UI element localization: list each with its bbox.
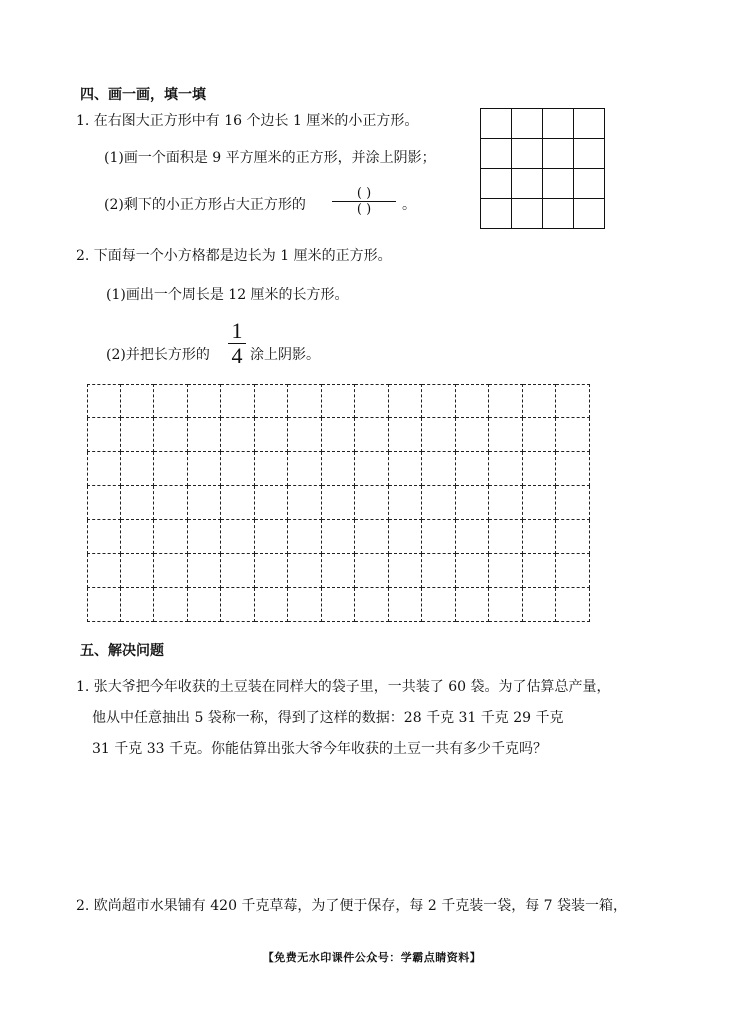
grid-cell[interactable]: [87, 418, 121, 452]
grid-cell[interactable]: [489, 554, 523, 588]
grid-cell[interactable]: [523, 520, 557, 554]
q2-sub2-suffix: 涂上阴影。: [250, 347, 320, 363]
grid-cell[interactable]: [489, 486, 523, 520]
grid-cell[interactable]: [456, 452, 490, 486]
grid-cell[interactable]: [121, 486, 155, 520]
grid-cell[interactable]: [154, 520, 188, 554]
grid-cell[interactable]: [121, 588, 155, 622]
grid-cell[interactable]: [523, 554, 557, 588]
grid-cell[interactable]: [255, 486, 289, 520]
grid-cell[interactable]: [355, 520, 389, 554]
four-by-four-square-grid[interactable]: [480, 108, 605, 229]
grid-cell[interactable]: [255, 452, 289, 486]
grid-cell[interactable]: [322, 588, 356, 622]
grid-cell[interactable]: [87, 452, 121, 486]
grid-cell[interactable]: [288, 486, 322, 520]
grid-cell[interactable]: [481, 109, 512, 139]
grid-row: [87, 452, 590, 486]
grid-cell[interactable]: [121, 554, 155, 588]
grid-cell[interactable]: [355, 418, 389, 452]
grid-cell[interactable]: [87, 554, 121, 588]
grid-cell[interactable]: [422, 384, 456, 418]
grid-cell[interactable]: [456, 520, 490, 554]
grid-cell[interactable]: [456, 588, 490, 622]
q1-answer-fraction[interactable]: [332, 186, 396, 217]
grid-cell[interactable]: [87, 384, 121, 418]
grid-cell[interactable]: [523, 452, 557, 486]
grid-cell[interactable]: [389, 452, 423, 486]
q1-text: 1. 在右图大正方形中有 16 个边长 1 厘米的小正方形。: [76, 113, 419, 129]
grid-cell[interactable]: [154, 554, 188, 588]
grid-cell[interactable]: [456, 418, 490, 452]
grid-cell[interactable]: [288, 588, 322, 622]
grid-cell[interactable]: [523, 418, 557, 452]
grid-cell[interactable]: [422, 520, 456, 554]
grid-cell[interactable]: [456, 554, 490, 588]
grid-cell[interactable]: [556, 486, 590, 520]
grid-cell[interactable]: [255, 554, 289, 588]
grid-cell[interactable]: [523, 384, 557, 418]
grid-cell[interactable]: [188, 486, 222, 520]
grid-cell[interactable]: [489, 384, 523, 418]
section5-title: 五、解决问题: [80, 643, 164, 659]
grid-cell[interactable]: [556, 418, 590, 452]
grid-cell[interactable]: [255, 588, 289, 622]
grid-cell[interactable]: [188, 452, 222, 486]
grid-cell[interactable]: [481, 139, 512, 169]
grid-cell[interactable]: [481, 199, 512, 229]
grid-cell[interactable]: [154, 384, 188, 418]
grid-cell[interactable]: [512, 199, 543, 229]
grid-cell[interactable]: [188, 384, 222, 418]
grid-cell[interactable]: [221, 452, 255, 486]
grid-cell[interactable]: [389, 554, 423, 588]
grid-cell[interactable]: [154, 588, 188, 622]
grid-cell[interactable]: [389, 418, 423, 452]
grid-cell[interactable]: [556, 588, 590, 622]
grid-cell[interactable]: [355, 588, 389, 622]
q2-sub2-prefix: (2)并把长方形的: [106, 347, 210, 363]
grid-cell[interactable]: [556, 452, 590, 486]
grid-cell[interactable]: [355, 486, 389, 520]
grid-row: [87, 418, 590, 452]
grid-cell[interactable]: [422, 452, 456, 486]
grid-cell[interactable]: [121, 452, 155, 486]
grid-cell[interactable]: [221, 554, 255, 588]
grid-cell[interactable]: [288, 554, 322, 588]
grid-cell[interactable]: [523, 486, 557, 520]
grid-cell[interactable]: [121, 418, 155, 452]
grid-row: [87, 554, 590, 588]
grid-row: [87, 588, 590, 622]
grid-cell[interactable]: [221, 418, 255, 452]
q2-sub1: (1)画出一个周长是 12 厘米的长方形。: [106, 287, 349, 303]
q1-blank-numerator[interactable]: ( ): [356, 186, 372, 201]
grid-cell[interactable]: [188, 588, 222, 622]
s5-q1-line2: 他从中任意抽出 5 袋称一称，得到了这样的数据：28 千克 31 千克 29 千克: [92, 710, 564, 726]
grid-cell[interactable]: [574, 109, 605, 139]
grid-cell[interactable]: [355, 384, 389, 418]
grid-cell[interactable]: [87, 588, 121, 622]
grid-cell[interactable]: [188, 520, 222, 554]
q1-sub2-prefix: (2)剩下的小正方形占大正方形的: [104, 197, 306, 213]
grid-cell[interactable]: [389, 520, 423, 554]
grid-cell[interactable]: [422, 486, 456, 520]
grid-cell[interactable]: [389, 486, 423, 520]
grid-row: [87, 486, 590, 520]
grid-cell[interactable]: [512, 109, 543, 139]
fraction-denominator: 4: [231, 343, 243, 368]
grid-cell[interactable]: [489, 520, 523, 554]
grid-cell[interactable]: [154, 452, 188, 486]
grid-cell[interactable]: [543, 199, 574, 229]
grid-cell[interactable]: [255, 384, 289, 418]
grid-cell[interactable]: [154, 486, 188, 520]
grid-cell[interactable]: [221, 486, 255, 520]
grid-cell[interactable]: [481, 169, 512, 199]
grid-cell[interactable]: [322, 452, 356, 486]
grid-cell[interactable]: [355, 452, 389, 486]
grid-cell[interactable]: [221, 384, 255, 418]
q1-sub2-suffix: 。: [402, 197, 416, 213]
grid-cell[interactable]: [355, 554, 389, 588]
grid-cell[interactable]: [523, 588, 557, 622]
grid-row: [87, 384, 590, 418]
grid-cell[interactable]: [422, 554, 456, 588]
grid-cell[interactable]: [188, 418, 222, 452]
grid-cell[interactable]: [456, 384, 490, 418]
grid-cell[interactable]: [389, 384, 423, 418]
grid-cell[interactable]: [556, 520, 590, 554]
grid-cell[interactable]: [422, 418, 456, 452]
grid-cell[interactable]: [255, 520, 289, 554]
fraction-numerator: 1: [231, 318, 243, 343]
grid-cell[interactable]: [512, 169, 543, 199]
q2-text: 2. 下面每一个小方格都是边长为 1 厘米的正方形。: [76, 248, 392, 264]
grid-cell[interactable]: [121, 384, 155, 418]
grid-cell[interactable]: [288, 384, 322, 418]
grid-cell[interactable]: [556, 384, 590, 418]
grid-cell[interactable]: [556, 554, 590, 588]
s5-q1-line1: 1. 张大爷把今年收获的土豆装在同样大的袋子里，一共装了 60 袋。为了估算总产量，: [76, 679, 611, 695]
grid-cell[interactable]: [87, 520, 121, 554]
grid-cell[interactable]: [543, 139, 574, 169]
grid-cell[interactable]: [574, 199, 605, 229]
grid-cell[interactable]: [221, 520, 255, 554]
grid-cell[interactable]: [288, 418, 322, 452]
grid-cell[interactable]: [489, 588, 523, 622]
one-quarter-fraction: [228, 320, 246, 367]
grid-cell[interactable]: [574, 169, 605, 199]
grid-cell[interactable]: [288, 452, 322, 486]
grid-cell[interactable]: [221, 588, 255, 622]
grid-cell[interactable]: [121, 520, 155, 554]
grid-cell[interactable]: [489, 452, 523, 486]
section4-title: 四、画一画，填一填: [80, 87, 206, 103]
q1-sub1: (1)画一个面积是 9 平方厘米的正方形，并涂上阴影；: [104, 150, 436, 166]
grid-cell[interactable]: [389, 588, 423, 622]
grid-cell[interactable]: [322, 418, 356, 452]
grid-cell[interactable]: [322, 384, 356, 418]
grid-cell[interactable]: [322, 520, 356, 554]
grid-row: [87, 520, 590, 554]
grid-cell[interactable]: [574, 139, 605, 169]
q1-blank-denominator[interactable]: ( ): [356, 202, 372, 217]
footer-note: 【免费无水印课件公众号：学霸点睛资料】: [262, 951, 482, 964]
s5-q1-line3: 31 千克 33 千克。你能估算出张大爷今年收获的土豆一共有多少千克吗？: [92, 741, 547, 757]
grid-cell[interactable]: [322, 554, 356, 588]
dashed-drawing-grid[interactable]: [87, 384, 590, 622]
grid-cell[interactable]: [512, 139, 543, 169]
grid-cell[interactable]: [422, 588, 456, 622]
grid-cell[interactable]: [489, 418, 523, 452]
grid-cell[interactable]: [288, 520, 322, 554]
grid-cell[interactable]: [543, 109, 574, 139]
grid-cell[interactable]: [322, 486, 356, 520]
grid-cell[interactable]: [188, 554, 222, 588]
grid-cell[interactable]: [543, 169, 574, 199]
s5-q2-line1: 2. 欧尚超市水果铺有 420 千克草莓，为了便于保存，每 2 千克装一袋，每 7 袋装一箱，: [76, 898, 628, 914]
grid-cell[interactable]: [255, 418, 289, 452]
grid-cell[interactable]: [87, 486, 121, 520]
grid-cell[interactable]: [456, 486, 490, 520]
grid-cell[interactable]: [154, 418, 188, 452]
